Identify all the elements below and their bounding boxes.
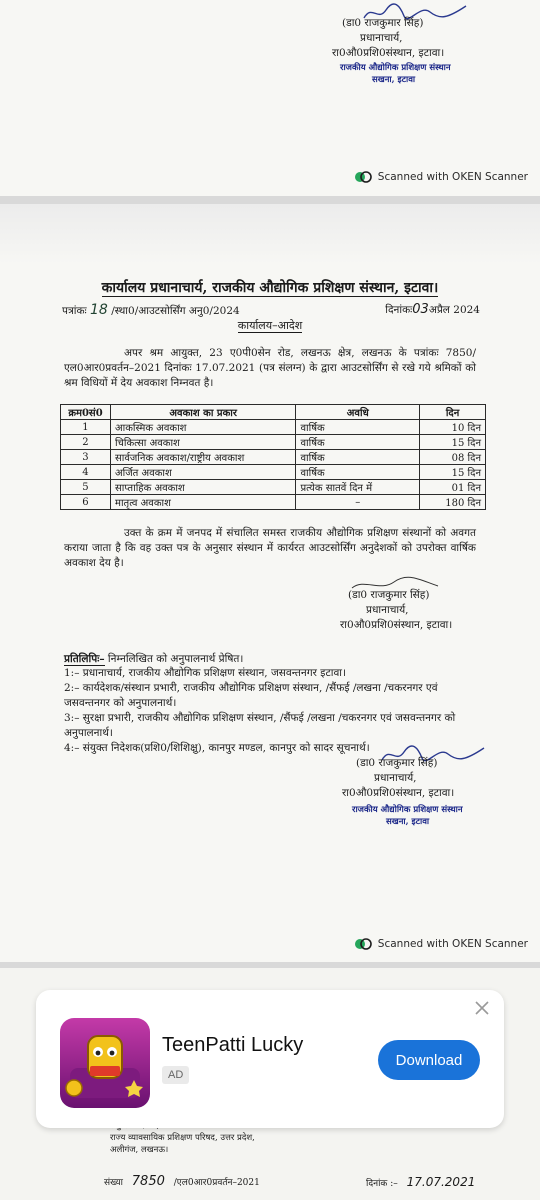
reference-number: पत्रांकः 18 /स्था0/आउटसोर्सिंग अनु0/2024 [62,302,240,318]
oken-scanner-icon [354,171,372,183]
table-row: 5 साप्ताहिक अवकाश प्रत्येक सातवें दिन में 01 दिन [61,480,486,495]
document-date: दिनांकः03अप्रैल 2024 [385,302,480,317]
handwritten-letter-number: 7850 [131,1174,165,1189]
leave-table [60,404,486,510]
signatory-designation: प्रधानाचार्य, [366,604,409,616]
table-row: 2 चिकित्सा अवकाश वार्षिक 15 दिन [61,435,486,450]
office-order-heading: कार्यालय–आदेश [237,319,303,332]
signatory-name: (डा0 राजकुमार सिंह) [342,17,424,29]
address-line: अलीगंज, लखनऊ। [110,1145,169,1155]
ad-badge: AD [162,1066,189,1084]
ad-banner[interactable] [36,990,504,1128]
office-stamp-top [340,62,451,86]
signature-block-2 [342,756,455,801]
body-paragraph: उक्त के क्रम में जनपद में संचालित समस्त राजकीय औद्योगिक प्रशिक्षण संस्थानों को अवगत कराया जाता है कि वह उक्त पत्र के अनुसार संस्थान में कार्यरत आउटसोर्सिंग अनुदेशकों को उपरोक्त वार्षिक अवकाश देय है। [64,527,476,569]
signature-block-1 [340,588,453,633]
document-page [0,204,540,962]
stamp-line-1: राजकीय औद्योगिक प्रशिक्षण संस्थान [340,63,451,73]
list-item: 3:– सुरक्षा प्रभारी, राजकीय औद्योगिक प्रशिक्षण संस्थान, /सैंफई /लखना /चकरनगर एवं जसवन्तनगर को अनुपालनार्थ। [64,712,456,739]
col-leave-type: अवकाश का प्रकार [110,405,295,420]
intro-paragraph: अपर श्रम आयुक्त, 23 ए0पी0सेन रोड, लखनऊ क्षेत्र, लखनऊ के पत्रांकः 7850/एल0आर0प्रवर्तन–2021 दिनांकः 17.07.2021 (पत्र संलग्न) के द्वारा आउटसोर्सिंग से रखे गये श्रमिकों को श्रम विधियों में देय अवकाश निम्नवत है। [64,347,476,389]
previous-page-fragment [0,0,540,196]
signatory-institute: रा0औ0प्रशि0संस्थान, इटावा। [332,47,445,59]
signatory-institute: रा0औ0प्रशि0संस्थान, इटावा। [340,619,453,631]
document-title: कार्यालय प्रधानाचार्य, राजकीय औद्योगिक प्रशिक्षण संस्थान, इटावा। [101,280,439,296]
table-header-row [61,405,486,420]
app-icon[interactable] [60,1018,150,1108]
handwritten-letter-date: 17.07.2021 [406,1175,476,1189]
table-row: 3 सार्वजनिक अवकाश/राष्ट्रीय अवकाश वार्षिक 08 दिन [61,450,486,465]
scanner-label: Scanned with OKEN Scanner [377,171,528,183]
address-line: राज्य व्यावसायिक प्रशिक्षण परिषद, उत्तर प्रदेश, [110,1133,255,1143]
scanner-label: Scanned with OKEN Scanner [377,938,528,950]
col-period: अवधि [296,405,420,420]
stamp-line-2: सखना, इटावा [372,75,416,85]
ad-app-name[interactable]: TeenPatti Lucky [162,1034,304,1056]
copy-to-heading: प्रतिलिपिः– निम्नलिखित को अनुपालनार्थ प्रेषित। [64,653,244,665]
signatory-designation: प्रधानाचार्य, [360,32,403,44]
download-button[interactable]: Download [378,1040,480,1080]
col-serial: क्रम0सं0 [61,405,111,420]
teenpatti-logo-icon [60,1018,150,1108]
letter-number: संख्या 7850 /एल0आर0प्रवर्तन–2021 [104,1174,260,1189]
handwritten-ref-number: 18 [90,302,108,318]
copy-to-list [64,666,484,756]
signatory-designation: प्रधानाचार्य, [374,772,417,784]
list-item: 2:– कार्यदेशक/संस्थान प्रभारी, राजकीय औद्योगिक प्रशिक्षण संस्थान, /सैंफई /लखना /चकरनगर एवं जसवन्तनगर को अनुपालनार्थ। [64,682,438,709]
col-days: दिन [420,405,486,420]
next-page-fragment [0,968,540,1200]
scanner-watermark-top [354,171,528,183]
oken-scanner-icon [354,938,372,950]
letter-date: दिनांक :– 17.07.2021 [366,1175,476,1189]
stamp-line-1: राजकीय औद्योगिक प्रशिक्षण संस्थान [352,805,463,815]
scan-shadow [0,204,540,264]
list-item: 1:– प्रधानाचार्य, राजकीय औद्योगिक प्रशिक्षण संस्थान, जसवन्तनगर इटावा। [64,667,346,679]
table-row: 6 मातृत्व अवकाश – 180 दिन [61,495,486,510]
signature-block-top [332,16,445,61]
table-row: 1 आकस्मिक अवकाश वार्षिक 10 दिन [61,420,486,435]
stamp-line-2: सखना, इटावा [386,817,430,827]
handwritten-date: 03 [412,302,429,317]
table-row: 4 अर्जित अवकाश वार्षिक 15 दिन [61,465,486,480]
scanner-watermark [354,938,528,950]
close-icon[interactable] [472,998,492,1018]
office-stamp [352,804,463,828]
list-item: 4:– संयुक्त निदेशक(प्रशि0/शिशिक्षु), कानपुर मण्डल, कानपुर को सादर सूचनार्थ। [64,742,370,754]
signatory-name: (डा0 राजकुमार सिंह) [348,589,430,601]
signatory-name: (डा0 राजकुमार सिंह) [356,757,438,769]
signatory-institute: रा0औ0प्रशि0संस्थान, इटावा। [342,787,455,799]
